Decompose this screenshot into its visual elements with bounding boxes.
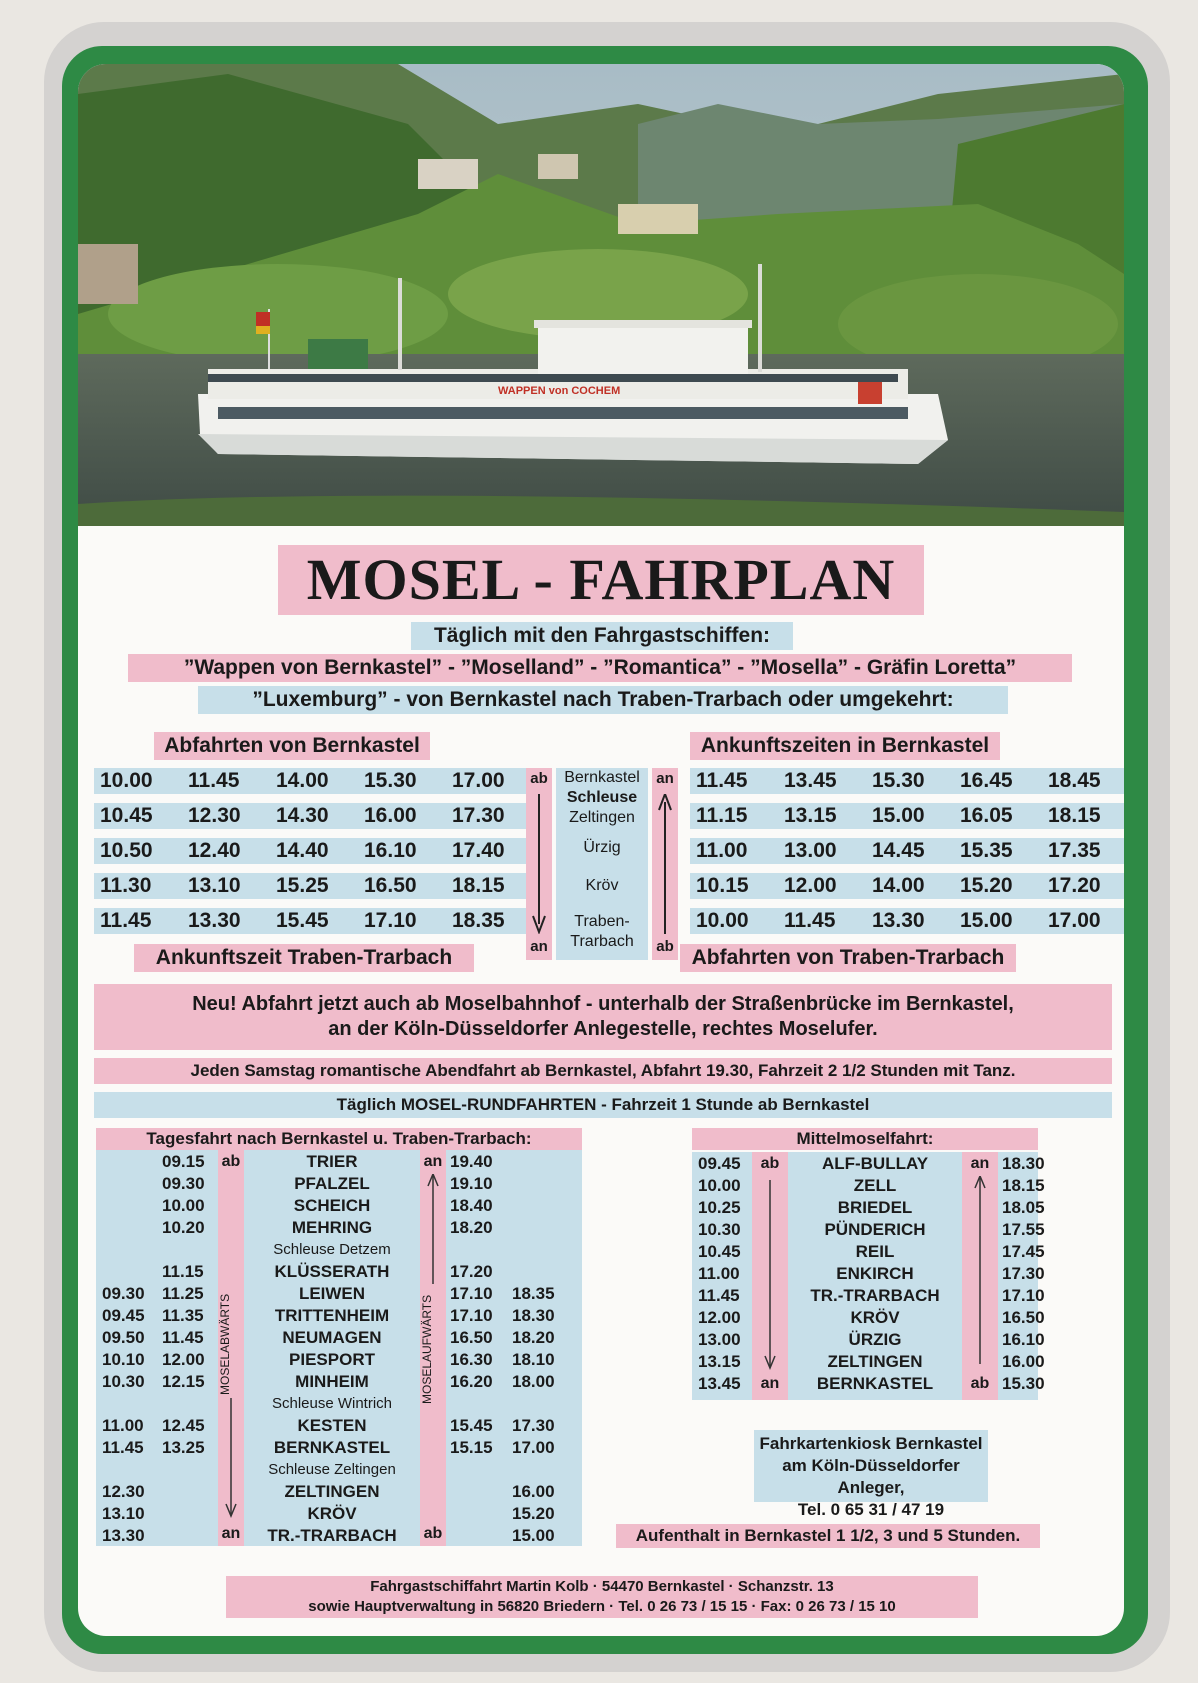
tagesfahrt-col2 xyxy=(162,1151,218,1547)
time-cell: 11.45 xyxy=(102,1438,144,1457)
time-cell xyxy=(450,1481,510,1503)
arrow-up-icon xyxy=(973,1176,987,1366)
station-label: TRIER xyxy=(306,1152,358,1171)
moselaufwaerts-label: MOSELAUFWÄRTS xyxy=(420,1294,434,1404)
time-cell: 17.20 xyxy=(450,1262,493,1281)
time-cell: 15.20 xyxy=(960,874,1013,897)
time-cell: 17.10 xyxy=(364,909,417,932)
time-cell: 15.30 xyxy=(1002,1374,1045,1393)
time-cell: 14.40 xyxy=(276,839,329,862)
time-cell xyxy=(162,1481,218,1503)
station-label: ZELTINGEN xyxy=(284,1482,380,1501)
station-label: BRIEDEL xyxy=(837,1198,913,1217)
time-cell: 15.00 xyxy=(960,909,1013,932)
time-cell: 10.10 xyxy=(102,1350,145,1369)
station-label: ALF-BULLAY xyxy=(821,1154,929,1173)
time-cell xyxy=(512,1239,572,1261)
time-cell: 10.00 xyxy=(696,909,749,932)
time-cell: 10.00 xyxy=(698,1176,741,1195)
time-cell xyxy=(512,1195,572,1217)
station-label: SCHEICH xyxy=(293,1196,371,1215)
time-cell: 18.00 xyxy=(512,1372,555,1391)
station-label: MEHRING xyxy=(291,1218,373,1237)
mittelmosel-stations xyxy=(788,1153,962,1395)
time-cell xyxy=(512,1217,572,1239)
time-cell: 12.30 xyxy=(102,1482,145,1501)
ab-label: ab xyxy=(530,770,548,787)
time-cell: 18.15 xyxy=(452,874,505,897)
an-label: an xyxy=(423,1153,443,1170)
time-cell xyxy=(102,1261,160,1283)
time-cell: 19.10 xyxy=(450,1174,493,1193)
time-cell: 13.45 xyxy=(698,1374,741,1393)
time-cell: 17.10 xyxy=(450,1306,493,1325)
time-cell: 16.00 xyxy=(364,804,417,827)
time-cell: 10.45 xyxy=(698,1242,741,1261)
station-label: KRÖV xyxy=(307,1504,357,1523)
intro-line-2: ”Wappen von Bernkastel” - ”Moselland” - ”Romantica” - ”Mosella” - Gräfin Loretta” xyxy=(128,654,1072,682)
time-cell xyxy=(162,1393,218,1415)
time-cell: 09.45 xyxy=(698,1154,741,1173)
time-cell: 17.45 xyxy=(1002,1242,1045,1261)
time-cell: 15.35 xyxy=(960,839,1013,862)
table-row xyxy=(690,838,1124,864)
tagesfahrt-stations xyxy=(244,1151,420,1547)
station-label: Zeltingen xyxy=(569,809,635,826)
time-cell xyxy=(162,1459,218,1481)
time-cell xyxy=(450,1503,510,1525)
time-cell: 10.30 xyxy=(698,1220,741,1239)
station-label: ÜRZIG xyxy=(848,1330,902,1349)
table-row xyxy=(690,908,1124,934)
time-cell: 12.45 xyxy=(162,1416,205,1435)
time-cell: 15.00 xyxy=(512,1526,555,1545)
time-cell: 11.45 xyxy=(188,769,240,792)
time-cell xyxy=(450,1459,510,1481)
time-cell: 15.30 xyxy=(872,769,925,792)
intro-line-1: Täglich mit den Fahrgastschiffen: xyxy=(411,622,793,650)
time-cell: 09.15 xyxy=(162,1152,205,1171)
station-label: ENKIRCH xyxy=(836,1264,914,1283)
time-cell: 17.40 xyxy=(452,839,505,862)
time-cell: 16.00 xyxy=(1002,1352,1045,1371)
time-cell: 18.30 xyxy=(1002,1154,1045,1173)
time-cell: 14.00 xyxy=(872,874,925,897)
time-cell: 13.45 xyxy=(784,769,837,792)
time-cell: 12.00 xyxy=(162,1350,205,1369)
time-cell: 13.00 xyxy=(698,1330,741,1349)
time-cell xyxy=(102,1393,160,1415)
left-header: Abfahrten von Bernkastel xyxy=(154,732,430,760)
time-cell: 17.30 xyxy=(452,804,505,827)
station-label: NEUMAGEN xyxy=(282,1328,382,1347)
time-cell: 11.25 xyxy=(162,1284,204,1303)
station-label: Ürzig xyxy=(583,839,621,856)
ab-label: ab xyxy=(656,938,674,955)
tagesfahrt-col3 xyxy=(450,1151,510,1547)
station-label: ZELL xyxy=(853,1176,897,1195)
station-column xyxy=(556,768,648,960)
tagesfahrt-col1 xyxy=(102,1151,160,1547)
time-cell: 13.10 xyxy=(188,874,241,897)
time-cell: 16.50 xyxy=(1002,1308,1045,1327)
time-cell: 16.10 xyxy=(1002,1330,1045,1349)
kiosk-line: Fahrkartenkiosk Bernkastel xyxy=(759,1434,983,1453)
station-label: Schleuse Detzem xyxy=(273,1241,391,1258)
time-cell: 12.00 xyxy=(784,874,837,897)
station-label: PFALZEL xyxy=(294,1174,370,1193)
new-departure-notice xyxy=(94,984,1112,1050)
time-cell: 15.30 xyxy=(364,769,417,792)
time-cell: 18.30 xyxy=(512,1306,555,1325)
left-footer: Ankunftszeit Traben-Trarbach xyxy=(134,944,474,972)
station-label: BERNKASTEL xyxy=(816,1374,934,1393)
time-cell: 17.00 xyxy=(512,1438,555,1457)
time-cell: 18.05 xyxy=(1002,1198,1045,1217)
time-cell: 11.15 xyxy=(162,1262,204,1281)
time-cell: 14.45 xyxy=(872,839,925,862)
time-cell: 13.00 xyxy=(784,839,837,862)
time-cell: 12.30 xyxy=(188,804,241,827)
station-label: LEIWEN xyxy=(298,1284,366,1303)
time-cell: 11.30 xyxy=(100,874,152,897)
tagesfahrt-col4 xyxy=(512,1151,572,1547)
time-cell: 17.20 xyxy=(1048,874,1101,897)
time-cell xyxy=(102,1239,160,1261)
right-arrivals xyxy=(690,768,1124,934)
time-cell xyxy=(450,1525,510,1547)
station-label: Traben- xyxy=(574,913,630,930)
time-cell: 15.20 xyxy=(512,1504,555,1523)
time-cell xyxy=(102,1459,160,1481)
time-cell: 16.05 xyxy=(960,804,1013,827)
mittelmosel-header: Mittelmoselfahrt: xyxy=(692,1128,1038,1150)
time-cell: 13.30 xyxy=(102,1526,145,1545)
time-cell: 18.15 xyxy=(1002,1176,1045,1195)
time-cell: 09.45 xyxy=(102,1306,145,1325)
an-label: an xyxy=(970,1155,990,1172)
station-label: BERNKASTEL xyxy=(273,1438,391,1457)
an-label: an xyxy=(760,1375,780,1392)
an-label: an xyxy=(530,938,548,955)
time-cell: 16.10 xyxy=(364,839,417,862)
right-footer: Abfahrten von Traben-Trarbach xyxy=(680,944,1016,972)
time-cell xyxy=(512,1459,572,1481)
arrow-down-icon xyxy=(532,794,546,934)
footer-line: Fahrgastschiffahrt Martin Kolb · 54470 Bernkastel · Schanzstr. 13 xyxy=(370,1578,834,1595)
kiosk-line: am Köln-Düsseldorfer Anleger, xyxy=(782,1456,960,1497)
station-label: REIL xyxy=(855,1242,895,1261)
right-header: Ankunftszeiten in Bernkastel xyxy=(690,732,1000,760)
station-label: KESTEN xyxy=(297,1416,367,1435)
time-cell: 18.45 xyxy=(1048,769,1101,792)
time-cell: 13.25 xyxy=(162,1438,205,1457)
station-label: TR.-TRARBACH xyxy=(267,1526,397,1545)
time-cell: 15.45 xyxy=(276,909,329,932)
mittelmosel-col2 xyxy=(1002,1153,1045,1395)
ab-label: ab xyxy=(423,1525,443,1542)
time-cell xyxy=(162,1239,218,1261)
time-cell: 16.20 xyxy=(450,1372,493,1391)
time-cell: 10.25 xyxy=(698,1198,741,1217)
time-cell: 17.35 xyxy=(1048,839,1101,862)
station-label: PÜNDERICH xyxy=(824,1220,926,1239)
notice-line: an der Köln-Düsseldorfer Anlegestelle, rechtes Moselufer. xyxy=(328,1018,878,1040)
station-label: KRÖV xyxy=(850,1308,900,1327)
table-row xyxy=(94,838,534,864)
station-label: Schleuse Zeltingen xyxy=(268,1461,396,1478)
time-cell: 17.30 xyxy=(512,1416,555,1435)
time-cell: 16.30 xyxy=(450,1350,493,1369)
time-cell: 13.10 xyxy=(102,1504,145,1523)
time-cell: 11.00 xyxy=(102,1416,144,1435)
rundfahrt-notice: Täglich MOSEL-RUNDFAHRTEN - Fahrzeit 1 Stunde ab Bernkastel xyxy=(94,1092,1112,1118)
station-label: Schleuse Wintrich xyxy=(271,1395,393,1412)
saturday-notice: Jeden Samstag romantische Abendfahrt ab Bernkastel, Abfahrt 19.30, Fahrzeit 2 1/2 Stunden mit Tanz. xyxy=(94,1058,1112,1084)
time-cell: 11.00 xyxy=(698,1264,740,1283)
time-cell: 18.35 xyxy=(512,1284,555,1303)
kiosk-line: Tel. 0 65 31 / 47 19 xyxy=(797,1500,945,1519)
moselabwaerts-label: MOSELABWÄRTS xyxy=(218,1293,232,1395)
an-label: an xyxy=(656,770,674,787)
time-cell: 16.50 xyxy=(450,1328,493,1347)
time-cell: 11.45 xyxy=(784,909,836,932)
time-cell: 17.55 xyxy=(1002,1220,1045,1239)
arrow-up-icon xyxy=(658,794,672,934)
station-label: MINHEIM xyxy=(295,1372,369,1391)
time-cell: 11.45 xyxy=(100,909,152,932)
time-cell: 16.45 xyxy=(960,769,1013,792)
time-cell: 10.30 xyxy=(102,1372,145,1391)
mittelmosel-col1 xyxy=(698,1153,752,1395)
aufenthalt-note: Aufenthalt in Bernkastel 1 1/2, 3 und 5 Stunden. xyxy=(616,1524,1040,1548)
time-cell: 13.15 xyxy=(784,804,837,827)
time-cell xyxy=(512,1173,572,1195)
table-row xyxy=(94,803,534,829)
time-cell: 16.00 xyxy=(512,1482,555,1501)
time-cell: 15.00 xyxy=(872,804,925,827)
time-cell: 18.20 xyxy=(512,1328,555,1347)
time-cell: 12.00 xyxy=(698,1308,741,1327)
company-footer xyxy=(226,1576,978,1618)
time-cell: 17.30 xyxy=(1002,1264,1045,1283)
time-cell: 11.15 xyxy=(696,804,748,827)
table-row xyxy=(690,873,1124,899)
time-cell: 12.40 xyxy=(188,839,241,862)
station-label: ZELTINGEN xyxy=(827,1352,923,1371)
ab-label: ab xyxy=(760,1155,780,1172)
intro-line-3: ”Luxemburg” - von Bernkastel nach Traben-Trarbach oder umgekehrt: xyxy=(198,686,1008,714)
time-cell: 15.45 xyxy=(450,1416,493,1435)
station-label: PIESPORT xyxy=(289,1350,375,1369)
ab-label: ab xyxy=(970,1375,990,1392)
time-cell: 09.30 xyxy=(162,1174,205,1193)
time-cell: 11.45 xyxy=(698,1286,740,1305)
time-cell: 18.20 xyxy=(450,1218,493,1237)
time-cell: 10.45 xyxy=(100,804,153,827)
time-cell: 13.30 xyxy=(872,909,925,932)
time-cell xyxy=(102,1195,160,1217)
notice-line: Neu! Abfahrt jetzt auch ab Moselbahnhof - unterhalb der Straßenbrücke im Bernkastel, xyxy=(192,993,1014,1015)
time-cell: 17.10 xyxy=(1002,1286,1045,1305)
time-cell: 10.00 xyxy=(100,769,153,792)
time-cell: 18.10 xyxy=(512,1350,555,1369)
time-cell: 10.15 xyxy=(696,874,749,897)
time-cell: 19.40 xyxy=(450,1152,493,1171)
time-cell: 18.35 xyxy=(452,909,505,932)
ship-photo xyxy=(78,64,1124,526)
time-cell xyxy=(102,1173,160,1195)
footer-line: sowie Hauptverwaltung in 56820 Briedern · Tel. 0 26 73 / 15 15 · Fax: 0 26 73 / 15 10 xyxy=(308,1598,896,1615)
ab-label: ab xyxy=(221,1153,241,1170)
table-row xyxy=(690,803,1124,829)
time-cell xyxy=(162,1525,218,1547)
tagesfahrt-header: Tagesfahrt nach Bernkastel u. Traben-Trarbach: xyxy=(96,1128,582,1150)
station-label: Schleuse xyxy=(566,789,638,806)
left-departures xyxy=(94,768,534,934)
time-cell: 14.00 xyxy=(276,769,329,792)
time-cell: 09.50 xyxy=(102,1328,145,1347)
time-cell xyxy=(512,1261,572,1283)
time-cell: 15.15 xyxy=(450,1438,493,1457)
station-label: Bernkastel xyxy=(564,769,640,786)
down-arrow-column xyxy=(526,768,552,960)
time-cell: 16.50 xyxy=(364,874,417,897)
time-cell: 14.30 xyxy=(276,804,329,827)
table-row xyxy=(94,768,534,794)
station-label: Kröv xyxy=(585,877,619,894)
time-cell: 10.50 xyxy=(100,839,153,862)
time-cell: 11.45 xyxy=(162,1328,204,1347)
time-cell: 17.00 xyxy=(1048,909,1101,932)
up-arrow-column xyxy=(652,768,678,960)
time-cell: 10.20 xyxy=(162,1218,205,1237)
time-cell: 09.30 xyxy=(102,1284,145,1303)
arrow-down-icon xyxy=(763,1180,777,1370)
station-label: TRITTENHEIM xyxy=(274,1306,390,1325)
station-label: KLÜSSERATH xyxy=(274,1262,390,1281)
station-label: TR.-TRARBACH xyxy=(810,1286,940,1305)
time-cell: 18.40 xyxy=(450,1196,493,1215)
time-cell: 13.30 xyxy=(188,909,241,932)
table-row xyxy=(690,768,1124,794)
svg-text:WAPPEN von COCHEM: WAPPEN von COCHEM xyxy=(498,385,621,397)
time-cell xyxy=(162,1503,218,1525)
time-cell: 17.10 xyxy=(450,1284,493,1303)
time-cell: 11.35 xyxy=(162,1306,204,1325)
time-cell: 15.25 xyxy=(276,874,329,897)
time-cell: 18.15 xyxy=(1048,804,1101,827)
station-label: Trarbach xyxy=(570,933,634,950)
table-row xyxy=(94,908,534,934)
time-cell: 13.15 xyxy=(698,1352,741,1371)
time-cell xyxy=(512,1151,572,1173)
time-cell: 10.00 xyxy=(162,1196,205,1215)
time-cell: 11.00 xyxy=(696,839,748,862)
time-cell: 11.45 xyxy=(696,769,748,792)
time-cell xyxy=(512,1393,572,1415)
timetable-page xyxy=(78,64,1124,1636)
time-cell xyxy=(102,1151,160,1173)
time-cell: 12.15 xyxy=(162,1372,205,1391)
time-cell: 17.00 xyxy=(452,769,505,792)
an-label: an xyxy=(221,1525,241,1542)
page-title: MOSEL - FAHRPLAN xyxy=(278,545,924,615)
time-cell xyxy=(102,1217,160,1239)
kiosk-box xyxy=(754,1430,988,1519)
time-cell xyxy=(450,1393,510,1415)
table-row xyxy=(94,873,534,899)
time-cell xyxy=(450,1239,510,1261)
